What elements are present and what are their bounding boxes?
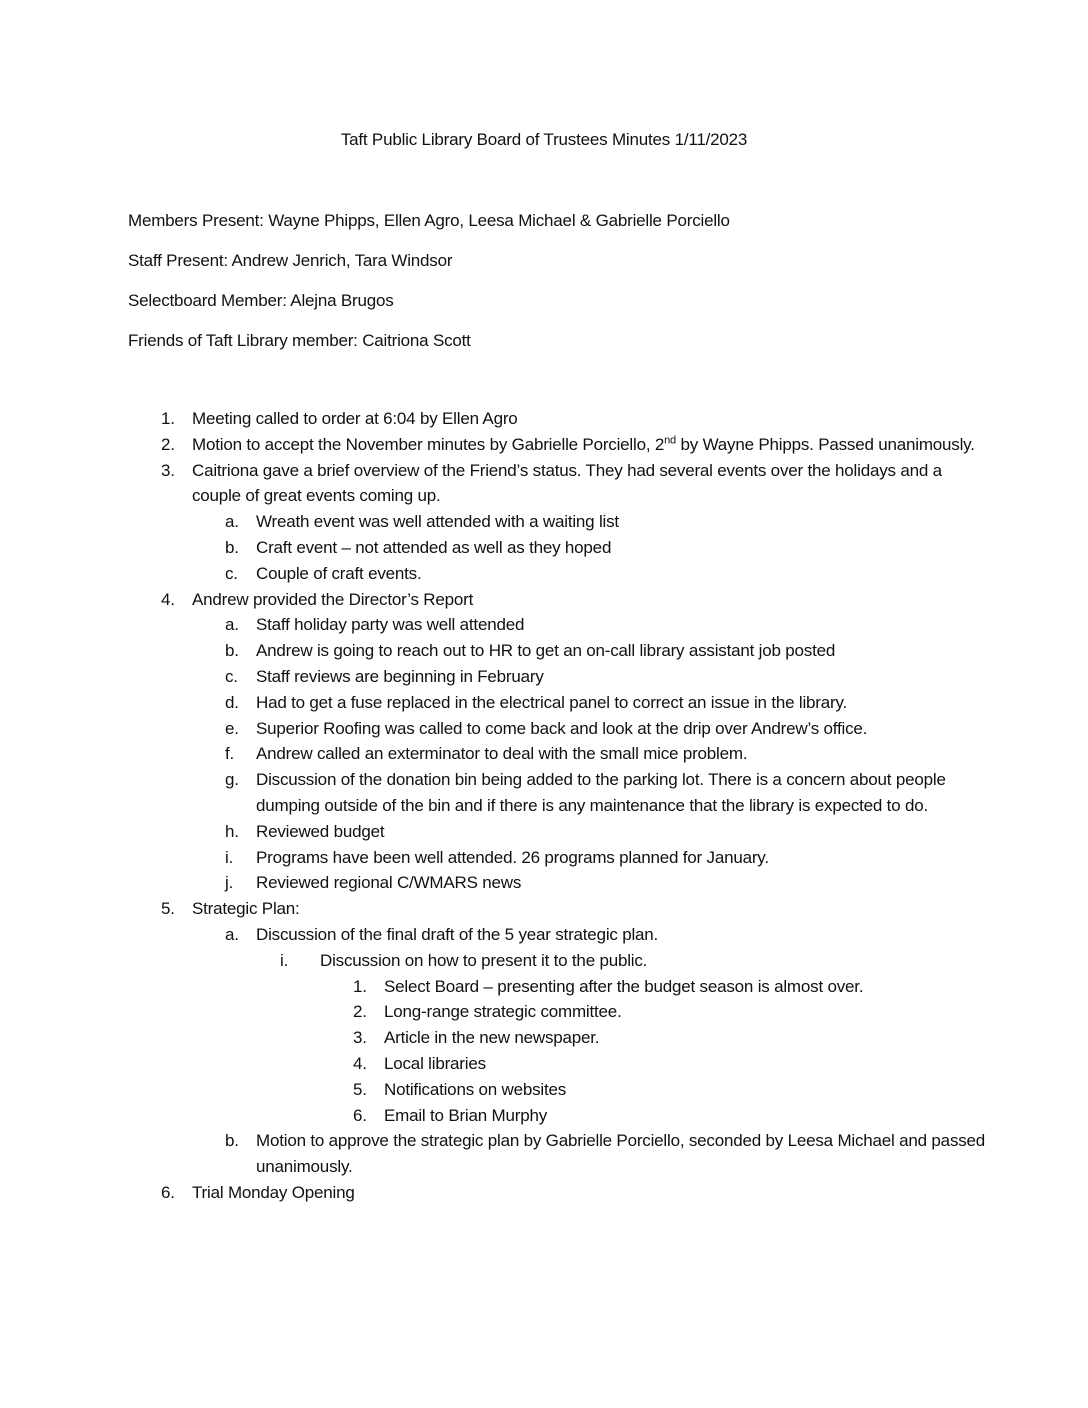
sub-item — [128, 922, 988, 948]
item-number: 3. — [161, 460, 175, 480]
nested-item-text: Email to Brian Murphy — [384, 1105, 548, 1125]
sub-item-text: Staff holiday party was well attended — [256, 615, 525, 635]
item-text: Strategic Plan: — [192, 899, 300, 919]
sub-item — [128, 638, 988, 664]
sub-item-letter: e. — [225, 718, 239, 738]
sub-item — [128, 509, 988, 535]
sub-item-letter: j. — [225, 873, 234, 893]
nested-number: 6. — [353, 1105, 367, 1125]
sub-item-letter: h. — [225, 821, 239, 841]
item-text: Andrew provided the Director’s Report — [192, 589, 474, 609]
roman-numeral: i. — [280, 950, 289, 970]
item-number: 1. — [161, 409, 175, 428]
sub-item — [128, 819, 988, 845]
minutes-list — [128, 406, 988, 1206]
sub-item-text: Motion to approve the strategic plan by Gabrielle Porciello, seconded by Leesa Michael and passed unanimously. — [256, 1131, 986, 1177]
document-title: Taft Public Library Board of Trustees Minutes 1/11/2023 — [340, 130, 748, 149]
sub-item — [128, 690, 988, 716]
sub-item-text: Wreath event was well attended with a waiting list — [256, 512, 619, 532]
sub-item-letter: b. — [225, 1131, 239, 1151]
nested-number: 3. — [353, 1028, 367, 1048]
nested-number: 1. — [353, 976, 367, 996]
item-text-part: by Wayne Phipps. Passed unanimously. — [675, 434, 975, 454]
sub-item-letter: b. — [225, 537, 239, 557]
nested-numbered-item — [128, 999, 988, 1025]
nested-numbered-item — [128, 1077, 988, 1103]
sub-item-letter: a. — [225, 924, 239, 944]
sub-item-letter: g. — [225, 770, 239, 790]
nested-item-text: Long-range strategic committee. — [384, 1002, 622, 1022]
sub-item-letter: a. — [225, 512, 239, 532]
friends-member: Friends of Taft Library member: Caitriona Scott — [128, 331, 471, 350]
sub-item-letter: c. — [225, 666, 238, 686]
item-text: Meeting called to order at 6:04 by Ellen Agro — [192, 409, 518, 428]
nested-item-text: Select Board – presenting after the budget season is almost over. — [384, 976, 864, 996]
item-text: Caitriona gave a brief overview of the Friend’s status. They had several events over the holidays and a couple of great events coming up. — [192, 460, 942, 506]
sub-item — [128, 664, 988, 690]
sub-item-text: Andrew is going to reach out to HR to get an on-call library assistant job posted — [256, 641, 836, 661]
sub-item-text: Couple of craft events. — [256, 563, 422, 583]
sub-item — [128, 612, 988, 638]
sub-item-text: Had to get a fuse replaced in the electrical panel to correct an issue in the library. — [256, 692, 848, 712]
sub-item-letter: a. — [225, 615, 239, 635]
sub-item-letter: f. — [225, 744, 235, 764]
sub-item-text: Reviewed regional C/WMARS news — [256, 873, 522, 893]
sub-item-text: Discussion of the final draft of the 5 year strategic plan. — [256, 924, 659, 944]
nested-item-text: Notifications on websites — [384, 1079, 567, 1099]
sub-item-text: Craft event – not attended as well as they hoped — [256, 537, 612, 557]
selectboard-member: Selectboard Member: Alejna Brugos — [128, 291, 394, 310]
sub-item — [128, 1128, 988, 1180]
sub-item-letter: d. — [225, 692, 239, 712]
list-item — [128, 1180, 988, 1206]
item-number: 5. — [161, 899, 175, 919]
item-number: 6. — [161, 1182, 175, 1202]
sub-item — [128, 716, 988, 742]
sub-item — [128, 741, 988, 767]
list-item — [128, 896, 988, 922]
ordinal-superscript: nd — [664, 434, 676, 447]
sub-item-text: Discussion of the donation bin being added to the parking lot. There is a concern about people dumping outside of the bin and if there is any maintenance that the library is expected to do. — [256, 770, 946, 815]
list-item — [128, 587, 988, 613]
item-number: 4. — [161, 589, 175, 609]
nested-numbered-item — [128, 1103, 988, 1129]
roman-sub-item-text: Discussion on how to present it to the public. — [320, 950, 648, 970]
sub-item — [128, 845, 988, 871]
sub-item — [128, 535, 988, 561]
nested-number: 5. — [353, 1079, 367, 1099]
sub-item-text: Superior Roofing was called to come back and look at the drip over Andrew’s office. — [256, 718, 868, 738]
sub-item-letter: b. — [225, 641, 239, 661]
members-present: Members Present: Wayne Phipps, Ellen Agro, Leesa Michael & Gabrielle Porciello — [128, 211, 730, 230]
sub-item-letter: c. — [225, 563, 238, 583]
sub-item-text: Staff reviews are beginning in February — [256, 666, 544, 686]
nested-item-text: Article in the new newspaper. — [384, 1028, 600, 1048]
list-item — [128, 432, 988, 458]
roman-sub-item — [128, 948, 988, 974]
sub-item — [128, 767, 988, 819]
list-item — [128, 458, 988, 510]
nested-numbered-item — [128, 1025, 988, 1051]
nested-numbered-item — [128, 1051, 988, 1077]
sub-item — [128, 561, 988, 587]
nested-number: 2. — [353, 1002, 367, 1022]
list-item — [128, 406, 988, 432]
nested-numbered-item — [128, 974, 988, 1000]
sub-item-letter: i. — [225, 847, 234, 867]
item-text: Trial Monday Opening — [192, 1182, 355, 1202]
staff-present: Staff Present: Andrew Jenrich, Tara Windsor — [128, 251, 453, 270]
sub-item-text: Andrew called an exterminator to deal with the small mice problem. — [256, 744, 748, 764]
sub-item — [128, 870, 988, 896]
nested-item-text: Local libraries — [384, 1053, 486, 1073]
sub-item-text: Reviewed budget — [256, 821, 385, 841]
nested-number: 4. — [353, 1053, 367, 1073]
item-number: 2. — [161, 434, 175, 454]
item-text-part: Motion to accept the November minutes by Gabrielle Porciello, 2 — [192, 434, 665, 454]
sub-item-text: Programs have been well attended. 26 programs planned for January. — [256, 847, 769, 867]
